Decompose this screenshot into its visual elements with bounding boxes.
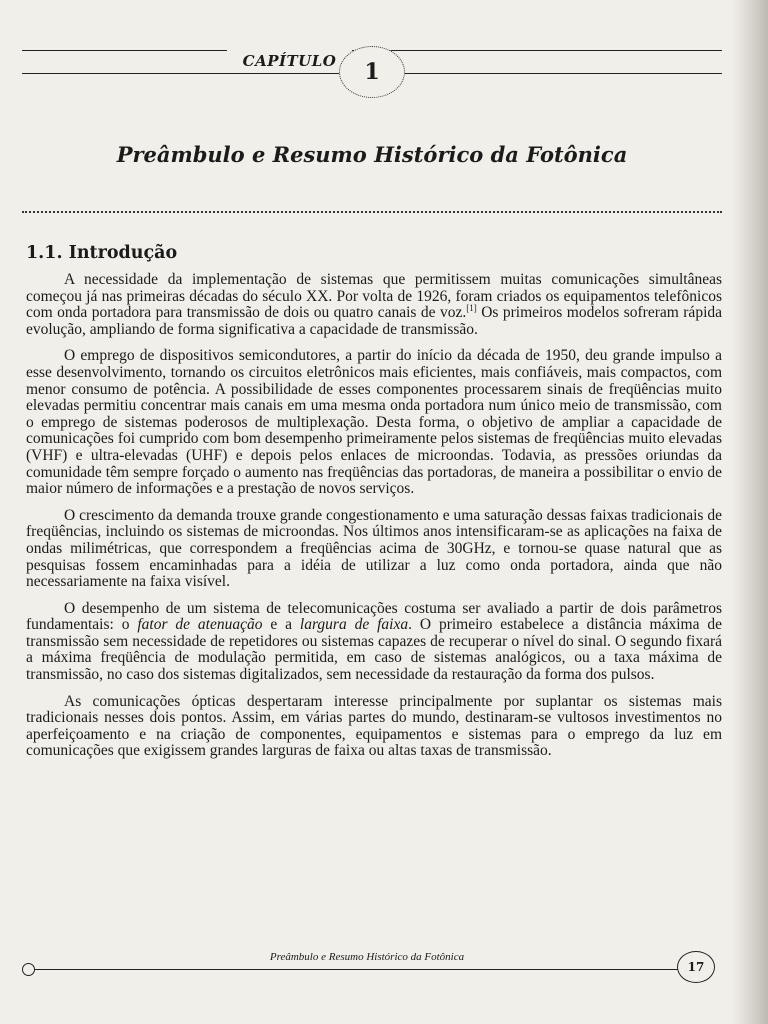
paragraph-1 (26, 272, 722, 338)
paragraph-3: O crescimento da demanda trouxe grande congestionamento e uma saturação dessas faixas tradicionais de freqüências, incluindo os sistemas de microondas. Nos últimos anos intensificaram-se as aplicações na faixa de ondas milimétricas, que correspondem a freqüências acima de 30GHz, e tornou-se quase natural que as pesquisas fossem encaminhadas para a idéia de utilizar a luz como onda portadora, ainda que não necessariamente na faixa visível. (26, 506, 722, 591)
chapter-header (22, 40, 722, 100)
section-heading: 1.1. Introdução (26, 243, 178, 263)
paragraph-5: As comunicações ópticas despertaram interesse principalmente por suplantar os sistemas mais tradicionais nesses dois pontos. Assim, em várias partes do mundo, destinaram-se vultosos investimentos no aperfeiçoamento e na criação de componentes, equipamentos e sistemas para o emprego da luz em comunicações que exigissem grandes larguras de faixa ou altas taxas de transmissão. (26, 692, 722, 760)
page-number: 17 (677, 951, 715, 983)
paragraph-4-intro: O desempenho de um sistema de telecomunicações costuma ser avaliado a partir de dois parâmetros fundamentais: (26, 599, 722, 634)
term-bandwidth: largura de faixa (299, 616, 409, 634)
chapter-number: 1 (364, 59, 380, 85)
footer-ornament (22, 963, 35, 976)
footer-rule (32, 969, 682, 970)
paragraph-1-text: A necessidade da implementação de sistemas que permitissem muitas comunicações simultâneas começou já nas primeiras décadas do século XX. Por volta de 1926, foram criados os equipamentos telefônicos com onda portadora para transmissão de dois ou quatro canais de voz. (26, 271, 722, 322)
paragraph-1-tail: Os primeiros modelos sofreram rápida evolução, ampliando de forma significativa a capacidade de transmissão. (26, 304, 723, 338)
paragraph-4-end: O segundo fixará a máxima freqüência de modulação permitida, em caso de sistemas analógicos, ou a taxa máxima de transmissão, no caso dos sistemas digitalizados, sem necessidade da restauração da forma dos pulsos. (26, 632, 723, 684)
chapter-label: CAPÍTULO (227, 50, 352, 73)
paragraph-4-and: e a (270, 616, 293, 634)
chapter-title: Preâmbulo e Resumo Histórico da Fotônica (116, 142, 628, 167)
term-attenuation: fator de atenuação (137, 616, 263, 634)
paragraph-4-rest: O primeiro estabelece a distância máxima de transmissão sem necessidade de repetidores ou sistemas capazes de recuperar o nível do sinal. (26, 616, 722, 650)
page-edge-shadow (732, 0, 768, 1024)
body-text (26, 272, 722, 760)
running-title: Preâmbulo e Resumo Histórico da Fotônica (269, 951, 465, 963)
reference-marker: [1] (466, 303, 477, 314)
page-footer (22, 945, 722, 985)
paragraph-2: O emprego de dispositivos semicondutores, a partir do início da década de 1950, deu grande impulso a esse desenvolvimento, tornando os circuitos eletrônicos mais eficientes, mais confiáveis, mais compactos, com menor consumo de potência. A possibilidade de esses componentes processarem sinais de freqüências muito elevadas permitiu concentrar mais canais em uma mesma onda portadora num único meio de transmissão, com o emprego de sistemas poderosos de multiplexação. Desta forma, o objetivo de ampliar a capacidade de comunicações foi cumprido com bom desempenho primeiramente pelos sistemas de freqüências muito elevadas (VHF) e ultra-elevadas (UHF) e depois pelos enlaces de microondas. Todavia, as pressões oriundas da comunidade têm sempre forçado o aumento nas freqüências das portadoras, de maneira a possibilitar o envio de maior número de informações e a prestação de novos serviços. (26, 347, 722, 498)
paragraph-4: O desempenho de um sistema de telecomunicações costuma ser avaliado a partir de dois parâmetros fundamentais: o fator de atenuação e a largura de faixa. O primeiro estabelece a distância máxima de transmissão sem necessidade de repetidores ou sistemas capazes de recuperar o nível do sinal. O segundo fixará a máxima freqüência de modulação permitida, em caso de sistemas analógicos, ou a taxa máxima de transmissão, no caso dos sistemas digitalizados, sem necessidade da restauração da forma dos pulsos. (26, 599, 723, 684)
dotted-divider (22, 211, 722, 213)
